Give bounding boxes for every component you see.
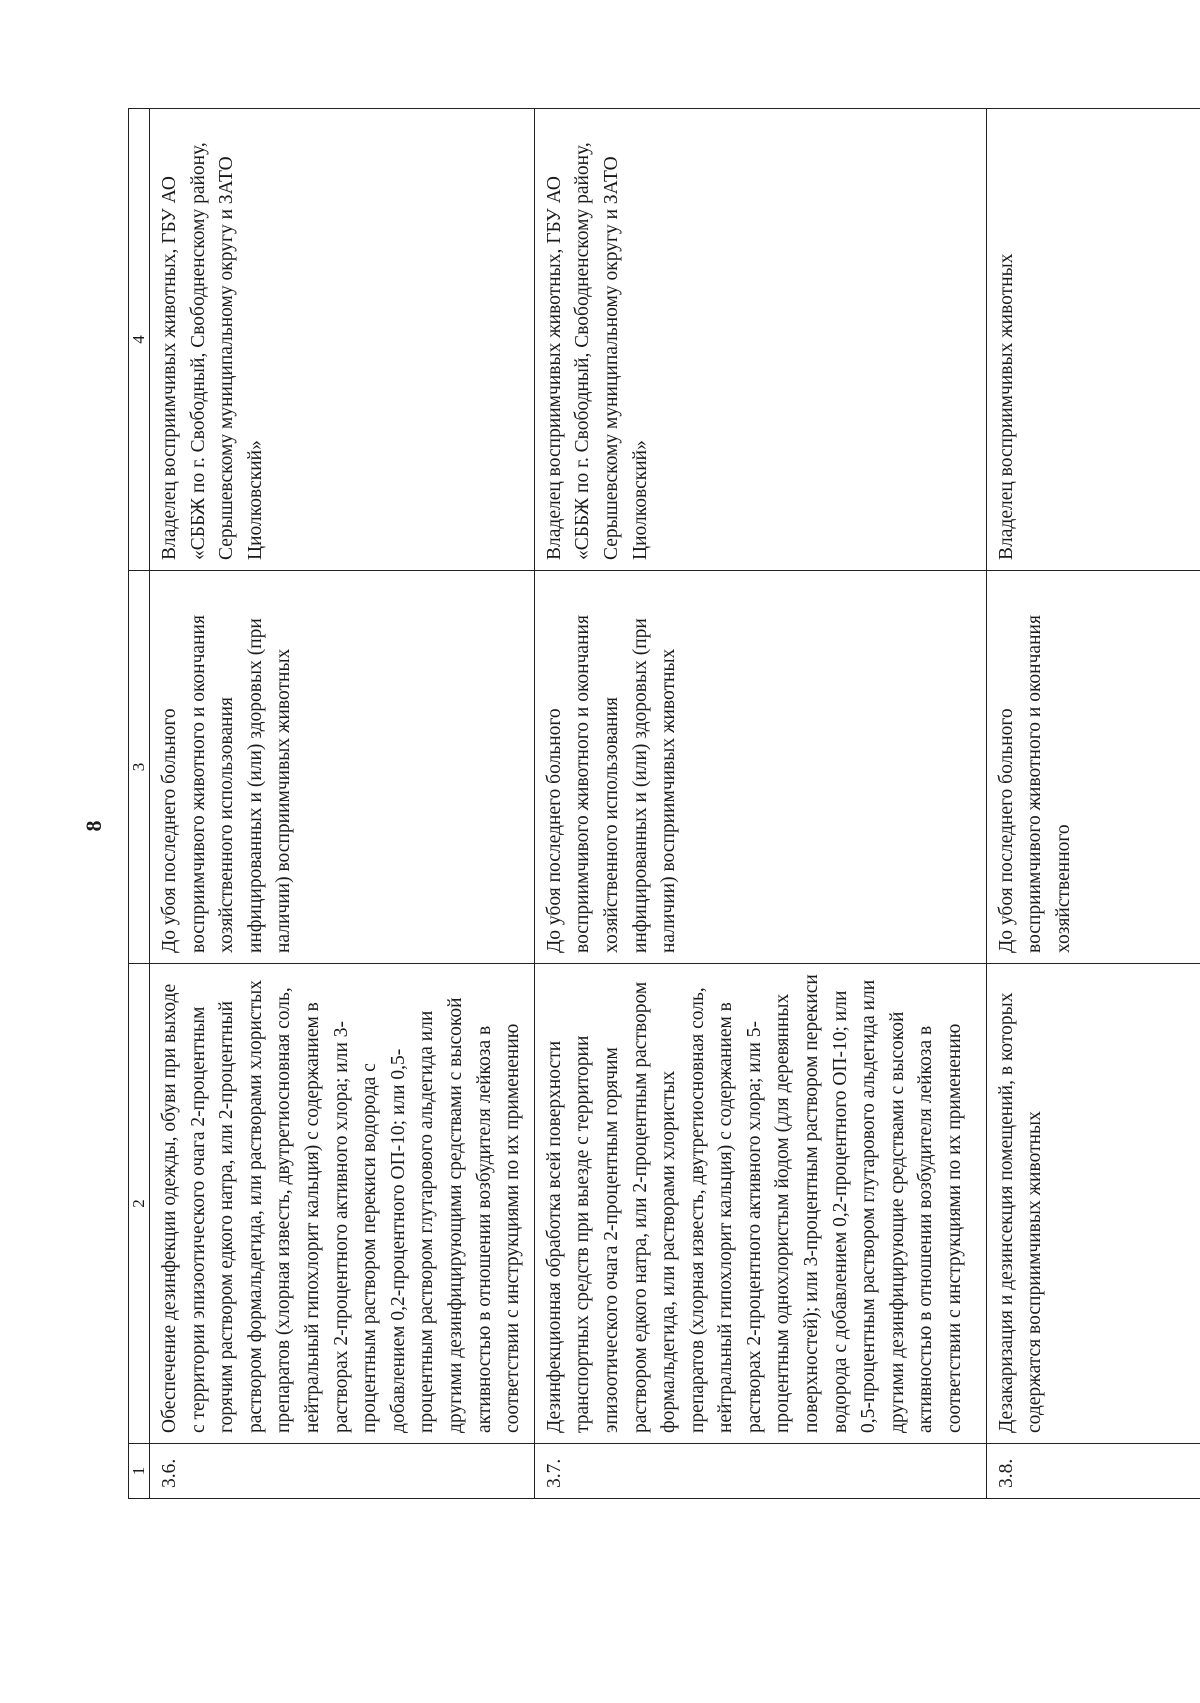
header-col-4: 4 — [129, 109, 150, 571]
table-header-row — [129, 109, 150, 1499]
term-cell: До убоя последнего больного восприимчивого животного и окончания хозяйственного — [986, 571, 1200, 964]
header-col-2: 2 — [129, 964, 150, 1444]
responsible-cell: Владелец восприимчивых животных, ГБУ АО «СББЖ по г. Свободный, Свободненскому району, Серышевскому муниципальному округу и ЗАТО Циолковский» — [534, 109, 986, 571]
page-number: 8 — [81, 820, 106, 832]
row-number-cell: 3.6. — [150, 1444, 535, 1499]
term-cell: До убоя последнего больного восприимчивого животного и окончания хозяйственного использования инфицированных и (или) здоровых (при наличии) восприимчивых животных — [150, 571, 535, 964]
measure-cell: Дезинфекционная обработка всей поверхности транспортных средств при выезде с территории эпизоотического очага 2-процентным горячим раствором едкого натра, или 2-процентным раствором формальдегида, или растворами хлористых препаратов (хлорная известь, двутретиосновная соль, нейтральный гипохлорит кальция) с содержанием в растворах 2-процентного активного хлора; или 5-процентным однохлористым йодом (для деревянных поверхностей); или 3-процентным раствором перекиси водорода с добавлением 0,2-процентного ОП-10; или 0,5-процентным раствором глутарового альдегида или другими дезинфицирующие средствами с высокой активностью в отношении возбудителя лейкоза в соответствии с инструкциями по их применению — [534, 964, 986, 1444]
table-row — [534, 109, 986, 1499]
responsible-cell: Владелец восприимчивых животных — [986, 109, 1200, 571]
table-row — [986, 109, 1200, 1499]
rotated-table-frame — [128, 109, 1200, 1499]
measure-cell: Обеспечение дезинфекции одежды, обуви при выходе с территории эпизоотического очага 2-процентным горячим раствором едкого натра, или 2-процентный раствором формальдегида, или растворами хлористых препаратов (хлорная известь, двутретиосновная соль, нейтральный гипохлорит кальция) с содержанием в растворах 2-процентного активного хлора; или 3-процентным раствором перекиси водорода с добавлением 0,2-процентного ОП-10; или 0,5-процентным раствором глутарового альдегида или другими дезинфицирующими средствами с высокой активностью в отношении возбудителя лейкоза в соответствии с инструкциями по их применению — [150, 964, 535, 1444]
row-number-cell: 3.8. — [986, 1444, 1200, 1499]
responsible-cell: Владелец восприимчивых животных, ГБУ АО «СББЖ по г. Свободный, Свободненскому району, Серышевскому муниципальному округу и ЗАТО Циолковский» — [150, 109, 535, 571]
measure-cell: Дезакаризация и дезинсекция помещений, в которых содержатся восприимчивых животных — [986, 964, 1200, 1444]
table-row — [150, 109, 535, 1499]
term-cell: До убоя последнего больного восприимчивого животного и окончания хозяйственного использования инфицированных и (или) здоровых (при наличии) восприимчивых животных — [534, 571, 986, 964]
header-col-3: 3 — [129, 571, 150, 964]
row-number-cell: 3.7. — [534, 1444, 986, 1499]
measures-table — [128, 108, 1200, 1499]
header-col-1: 1 — [129, 1444, 150, 1499]
